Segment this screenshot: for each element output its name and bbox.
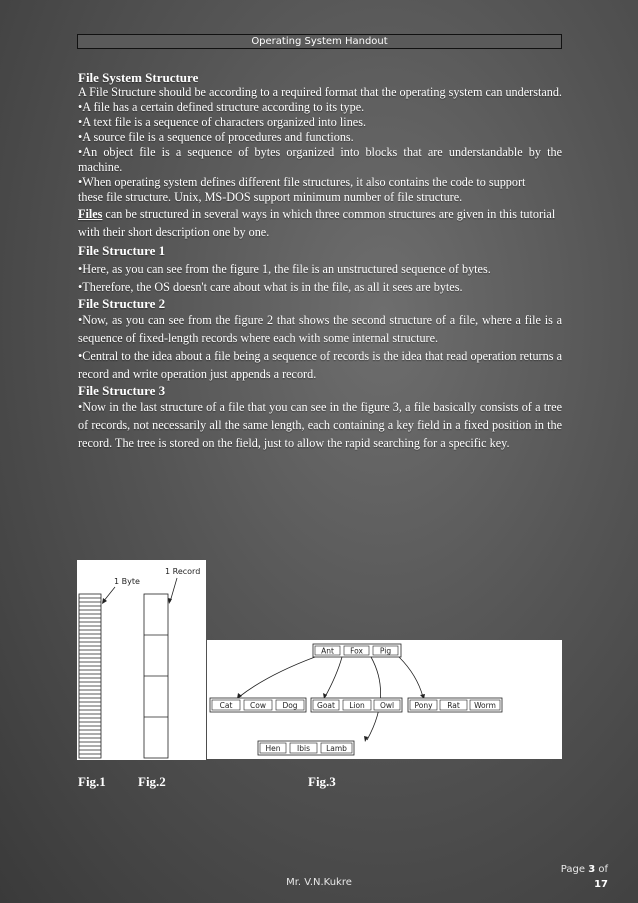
bullet-item: • A text file is a sequence of characters organized into lines.	[78, 115, 562, 130]
tree-key: Dog	[282, 701, 298, 710]
page-number: Page 3 of 17	[560, 864, 608, 890]
byte-label: 1 Byte	[114, 577, 140, 586]
files-paragraph: Files can be structured in several ways in which three common structures are given in this tutorial with their short description one by one.	[78, 207, 556, 239]
tree-key: Ibis	[297, 744, 310, 753]
record-arrow	[170, 578, 177, 602]
tree-key: Lion	[349, 701, 365, 710]
structure-3-title: File Structure 3	[78, 383, 166, 398]
section-title: File System Structure	[78, 70, 199, 85]
figure-1-2	[77, 560, 206, 760]
byte-strip	[79, 594, 101, 758]
bullet-item: • Central to the idea about a file being a sequence of records is the idea that read operation returns a record and write operation just appends a record.	[78, 347, 562, 383]
tree-key: Lamb	[326, 744, 347, 753]
structure-2-title: File Structure 2	[78, 296, 166, 311]
bullet-item: • Now, as you can see from the figure 2 that shows the second structure of a file, where a file is a sequence of fixed-length records where each with some internal structure.	[78, 311, 562, 347]
bullet-item: • Now in the last structure of a file that you can see in the figure 3, a file basically consists of a tree of records, not necessarily all the same length, each containing a key field in a fixed position in the record. The tree is stored on the field, just to allow the rapid searching for a specific key.	[78, 398, 562, 452]
bullet-item: • An object file is a sequence of bytes organized into blocks that are understandable by the machine.	[78, 145, 562, 175]
structure-1-title: File Structure 1	[78, 243, 166, 258]
caption-fig2: Fig.2	[138, 774, 166, 789]
caption-fig3: Fig.3	[308, 774, 336, 789]
figure-area	[0, 560, 638, 770]
page-header	[77, 34, 562, 49]
main-content	[78, 70, 562, 452]
byte-arrow-head	[102, 598, 107, 604]
header-title: Operating System Handout	[251, 36, 388, 47]
tree-level3-node	[258, 741, 354, 755]
bullet-item: • Therefore, the OS doesn't care about what is in the file, as all it sees are bytes.	[78, 278, 562, 296]
files-word: Files	[78, 207, 103, 221]
figure-3-tree	[207, 640, 562, 759]
tree-key: Ant	[321, 646, 334, 656]
bullet-item: • A file has a certain defined structure according to its type.	[78, 100, 562, 115]
tree-level2-node-1	[210, 698, 306, 712]
tree-key: Worm	[474, 701, 496, 710]
tree-key: Goat	[317, 701, 335, 710]
tree-key: Owl	[379, 701, 395, 710]
tree-key: Fox	[350, 646, 363, 656]
tree-key: Hen	[265, 744, 281, 753]
intro-paragraph: A File Structure should be according to a required format that the operating system can understand.	[78, 85, 562, 99]
record-label: 1 Record	[165, 567, 201, 576]
tree-key: Cat	[219, 701, 233, 710]
figure-3	[207, 640, 562, 759]
tree-level2-node-2	[311, 698, 402, 712]
tree-key: Pig	[379, 646, 392, 656]
tree-key: Rat	[447, 701, 460, 710]
record-arrow-head	[168, 598, 172, 604]
bullet-item: • When operating system defines different file structures, it also contains the code to support these file structure. Unix, MS-DOS support minimum number of file structure.	[78, 175, 562, 205]
tree-root-node	[313, 644, 401, 657]
tree-key: Cow	[250, 701, 266, 710]
tree-key: Pony	[414, 701, 433, 710]
bullet-item: • A source file is a sequence of procedures and functions.	[78, 130, 562, 145]
footer-author: Mr. V.N.Kukre	[286, 877, 352, 888]
record-strip	[144, 594, 168, 758]
figure-1-2-diagram	[77, 560, 206, 760]
tree-level2-node-3	[408, 698, 502, 712]
bullet-item: • Here, as you can see from the figure 1, the file is an unstructured sequence of bytes.	[78, 260, 562, 278]
caption-fig1: Fig.1	[78, 774, 106, 789]
